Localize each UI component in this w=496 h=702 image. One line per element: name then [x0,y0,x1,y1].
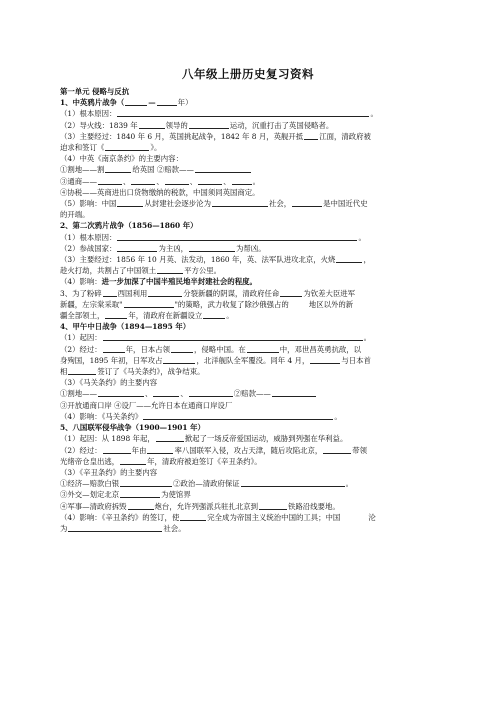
blank[interactable] [120,479,172,487]
blank[interactable] [98,389,144,397]
blank[interactable] [128,502,154,510]
text-line: （1）根本原因： 。 [60,232,366,242]
text-line: （5）影响：中国 从封建社会逐步沦为 社会， 是中国近代史 [60,199,368,209]
text-line: ④协税——英商进出口货物缴纳的税款，中国须同英国商定。 [60,187,260,197]
blank[interactable] [259,502,287,510]
blank[interactable] [105,143,149,151]
text-line: ③开放通商口岸 ④设厂——允许日本在通商口岸设厂 [60,400,233,410]
blank[interactable] [241,479,345,487]
blank[interactable] [310,356,340,364]
text-line: 新疆，左宗棠采取" "的策略，武力收复了除沙俄强占的 地区以外的新 [60,299,354,309]
blank[interactable] [103,345,125,353]
text-line: 为 社会。 [60,523,186,533]
text-line: （1）起因：从 1898 年起， 掀起了一场反帝爱国运动，威胁到列强在华利益。 [60,434,348,444]
blank[interactable] [247,345,279,353]
text-line: （4）影响：进一步加深了中国半殖民地半封建社会的程度。 [60,277,257,287]
text-line: 相 签订了《马关条约》，战争结束。 [60,367,205,377]
blank[interactable] [148,289,182,297]
text-line: （3）主要经过：1840 年 6 月，英国挑起战争，1842 年 8 月，英舰开抵 江面，清政府被 [60,131,371,141]
text-line: （2）导火线：1839 年 领导的 运动，沉重打击了英国侵略者。 [60,120,334,130]
section-5-title: 5、八国联军侵华战争（1900—1901 年） [60,423,205,433]
blank[interactable] [304,132,318,140]
blank[interactable] [272,389,316,397]
blank[interactable] [131,177,155,185]
blank[interactable] [103,289,117,297]
blank[interactable] [103,446,131,454]
unit-heading: 第一单元 侵略与反抗 [60,87,130,96]
blank[interactable] [212,199,268,207]
blank[interactable] [120,490,160,498]
text-line: 身殉国，1895 年初，日军攻占 ，北洋舰队全军覆没。同年 4 月， 与日本首 [60,355,371,365]
blank[interactable] [189,244,235,252]
text-line: ③通商—— 、 、 、 、 。 [60,176,260,186]
blank[interactable] [143,412,333,420]
blank[interactable] [336,255,362,263]
text-line: （3）《辛丑条约》的主要内容 [60,467,158,477]
blank[interactable] [68,524,162,532]
page-title: 八年级上册历史复习资料 [182,67,314,81]
blank[interactable] [163,356,195,364]
blank[interactable] [147,446,173,454]
text-line: （3）主要经过：1856 年 10 月英、法发动，1860 年，英、法军队进攻北京，火烧 ， [60,255,371,265]
blank[interactable] [157,98,177,106]
blank[interactable] [195,165,251,173]
text-line: 3、为了粉碎 西国利用 分裂新疆的阴谋，清政府任命 为钦差大臣进军 [60,288,356,298]
text-line: 光绪帝仓皇出逃， 年，清政府被迫签订《辛丑条约》。 [60,456,262,466]
text-line: ④军事—清政府拆毁 炮台，允许列强派兵驻扎北京到 铁路沿线要地。 [60,501,340,511]
text-line: （1）起因： 。 [60,333,372,343]
blank[interactable] [117,244,157,252]
section-2-title: 2、第二次鸦片战争（1856—1860 年） [60,221,198,231]
text-line: 的开端。 [60,210,90,220]
text-line: （2）参战国家： 为主凶， 为帮凶。 [60,243,266,253]
blank[interactable] [105,311,127,319]
text-line: （1）根本原因： 。 [60,109,378,119]
blank[interactable] [139,121,165,129]
text-line: （2）经过： 年，日本占领 ，侵略中国。在 中，邓世昌英勇抗敌，以 [60,344,362,354]
text-line: （4）中英《南京条约》的主要内容： [60,154,183,164]
blank[interactable] [292,199,322,207]
blank[interactable] [189,389,233,397]
blank[interactable] [153,389,179,397]
text-line: （2）经过： 年由 率八国联军入侵，攻占天津，随后攻陷北京， 带领 [60,445,368,455]
blank[interactable] [165,177,189,185]
text-line: （4）影响：《马关条约》 。 [60,411,342,421]
blank[interactable] [171,345,193,353]
text-line: 迫求和签订《 》。 [60,143,162,153]
text-line: 趁火打劫，共割占了中国领土 平方公里。 [60,266,222,276]
blank[interactable] [232,177,252,185]
blank[interactable] [117,109,369,117]
blank[interactable] [198,177,222,185]
text-line: （3）《马关条约》的主要内容 [60,378,158,388]
blank[interactable] [105,165,131,173]
blank[interactable] [180,513,206,521]
blank[interactable] [117,199,143,207]
blank[interactable] [117,233,357,241]
blank[interactable] [189,121,229,129]
blank[interactable] [323,446,351,454]
text-line: 疆全部领土， 年，清政府在新疆设立 。 [60,311,234,321]
section-1-title: 1、中英鸦片战争（ — 年） [60,98,193,108]
blank[interactable] [124,300,174,308]
blank[interactable] [157,266,183,274]
blank[interactable] [203,311,225,319]
text-line: ①经济—赔款白银 ②政治—清政府保证 。 [60,479,354,489]
blank[interactable] [120,457,146,465]
blank[interactable] [103,333,363,341]
blank[interactable] [341,514,367,521]
blank[interactable] [156,434,184,442]
blank[interactable] [68,367,96,375]
blank[interactable] [98,177,122,185]
blank[interactable] [290,301,308,308]
text-line: ①割地——割 给英国 ②赔款—— [60,164,444,175]
blank[interactable] [280,289,302,297]
blank[interactable] [125,98,147,106]
section-4-title: 4、甲午中日战争（1894—1895 年） [60,322,191,332]
text-line: ①割地—— 、 、 ②赔款—— [60,388,444,399]
text-line: ③外交—划定北京 为使馆界 [60,490,191,500]
document-body [60,86,444,534]
text-line: （4）影响：《辛丑条约》的签订，使 完全成为帝国主义统治中国的工具；中国 沦 [60,512,376,522]
